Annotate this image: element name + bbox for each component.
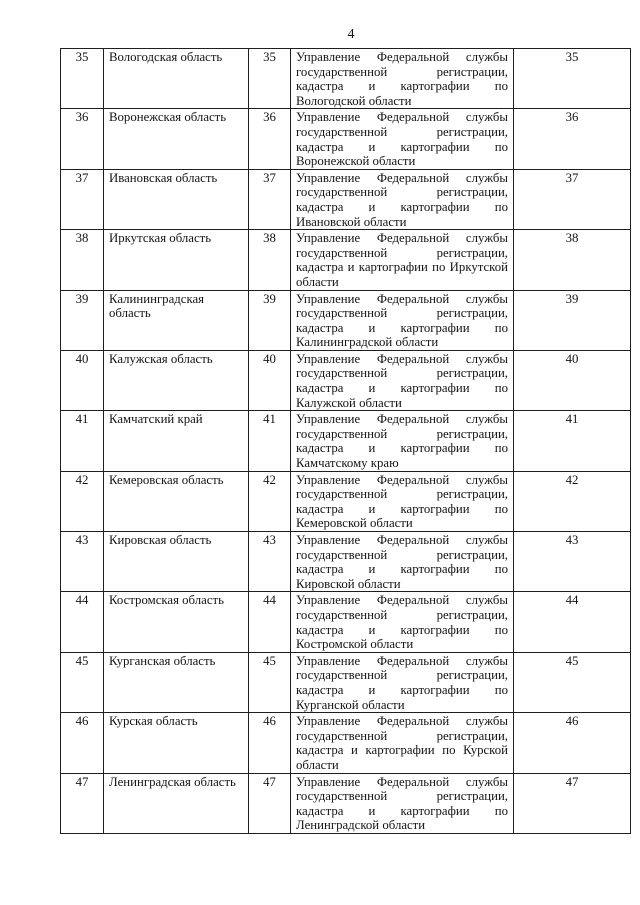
authority-name-cell: [291, 290, 514, 350]
authority-name-line: государственной регистрации,: [296, 728, 508, 743]
authority-code-cell: 39: [514, 290, 631, 350]
authority-name-cell: [291, 773, 514, 833]
authority-code-cell: 36: [514, 109, 631, 169]
table-row: [61, 713, 631, 773]
authority-name-cell: [291, 230, 514, 290]
authority-name-line: государственной регистрации,: [296, 306, 508, 321]
table-row: [61, 532, 631, 592]
authority-name-line: Управление Федеральной службы: [296, 714, 508, 729]
table-row: [61, 290, 631, 350]
authority-code-cell: 41: [514, 411, 631, 471]
region-name-cell: Калужская область: [104, 350, 249, 410]
authority-code-cell: 43: [514, 532, 631, 592]
region-name-cell: Вологодская область: [104, 49, 249, 109]
row-number-cell: 47: [61, 773, 104, 833]
authority-code-cell: 35: [514, 49, 631, 109]
region-name-cell: Курганская область: [104, 652, 249, 712]
row-number-cell: 46: [61, 713, 104, 773]
region-name-cell: Курская область: [104, 713, 249, 773]
row-number-cell: 38: [61, 230, 104, 290]
authority-name-cell: [291, 652, 514, 712]
table-row: [61, 109, 631, 169]
authority-name-line: кадастра и картографии по: [296, 622, 508, 637]
region-code-cell: 43: [249, 532, 291, 592]
region-code-cell: 40: [249, 350, 291, 410]
region-code-cell: 42: [249, 471, 291, 531]
authority-name-line: области: [296, 757, 339, 772]
table-body: [61, 49, 631, 834]
authority-name-line: Ленинградской области: [296, 818, 426, 833]
table-row: [61, 471, 631, 531]
authority-name-line: государственной регистрации,: [296, 366, 508, 381]
authority-name-line: кадастра и картографии по Курской: [296, 743, 508, 758]
authority-name-line: Камчатскому краю: [296, 456, 399, 471]
row-number-cell: 41: [61, 411, 104, 471]
authority-name-line: Воронежской области: [296, 154, 416, 169]
region-name-cell: Воронежская область: [104, 109, 249, 169]
authority-name-line: кадастра и картографии по: [296, 682, 508, 697]
authority-name-line: области: [296, 274, 339, 289]
authority-name-cell: [291, 350, 514, 410]
authority-name-line: Управление Федеральной службы: [296, 472, 508, 487]
authority-name-line: Костромской области: [296, 637, 414, 652]
authority-name-line: государственной регистрации,: [296, 245, 508, 260]
authority-name-line: Управление Федеральной службы: [296, 412, 508, 427]
row-number-cell: 36: [61, 109, 104, 169]
authority-name-line: Управление Федеральной службы: [296, 231, 508, 246]
table-row: [61, 350, 631, 410]
authority-name-line: Ивановской области: [296, 214, 407, 229]
authority-code-cell: 47: [514, 773, 631, 833]
table-row: [61, 773, 631, 833]
region-name-cell: Ленинградская область: [104, 773, 249, 833]
authority-name-line: государственной регистрации,: [296, 607, 508, 622]
table-row: [61, 652, 631, 712]
authority-name-cell: [291, 471, 514, 531]
authority-name-line: государственной регистрации,: [296, 789, 508, 804]
authority-name-line: Кировской области: [296, 576, 401, 591]
table-row: [61, 592, 631, 652]
authority-name-cell: [291, 49, 514, 109]
row-number-cell: 44: [61, 592, 104, 652]
regions-table: [60, 48, 631, 834]
page-number: 4: [347, 27, 355, 42]
authority-name-line: Калининградской области: [296, 335, 439, 350]
region-code-cell: 45: [249, 652, 291, 712]
region-code-cell: 44: [249, 592, 291, 652]
authority-name-line: государственной регистрации,: [296, 64, 508, 79]
row-number-cell: 39: [61, 290, 104, 350]
authority-name-line: кадастра и картографии по Иркутской: [296, 260, 508, 275]
region-name-cell: Кемеровская область: [104, 471, 249, 531]
authority-name-cell: [291, 532, 514, 592]
table-row: [61, 169, 631, 229]
authority-name-line: государственной регистрации,: [296, 668, 508, 683]
authority-name-line: Управление Федеральной службы: [296, 653, 508, 668]
table-row: [61, 230, 631, 290]
row-number-cell: 35: [61, 49, 104, 109]
region-code-cell: 37: [249, 169, 291, 229]
authority-code-cell: 46: [514, 713, 631, 773]
authority-name-line: государственной регистрации,: [296, 547, 508, 562]
authority-name-cell: [291, 592, 514, 652]
region-name-cell: Иркутская область: [104, 230, 249, 290]
authority-name-line: Калужской области: [296, 395, 402, 410]
authority-name-line: Управление Федеральной службы: [296, 593, 508, 608]
row-number-cell: 43: [61, 532, 104, 592]
region-code-cell: 36: [249, 109, 291, 169]
region-code-cell: 38: [249, 230, 291, 290]
authority-name-line: кадастра и картографии по: [296, 501, 508, 516]
authority-code-cell: 42: [514, 471, 631, 531]
row-number-cell: 42: [61, 471, 104, 531]
authority-code-cell: 44: [514, 592, 631, 652]
region-name-cell: Костромская область: [104, 592, 249, 652]
row-number-cell: 37: [61, 169, 104, 229]
authority-name-line: Управление Федеральной службы: [296, 291, 508, 306]
authority-name-cell: [291, 109, 514, 169]
authority-name-line: кадастра и картографии по: [296, 562, 508, 577]
region-code-cell: 39: [249, 290, 291, 350]
region-name-cell: Калининградская область: [104, 290, 249, 350]
authority-name-line: кадастра и картографии по: [296, 320, 508, 335]
authority-name-line: Курганской области: [296, 697, 405, 712]
authority-name-cell: [291, 411, 514, 471]
region-code-cell: 35: [249, 49, 291, 109]
authority-code-cell: 40: [514, 350, 631, 410]
authority-name-line: Управление Федеральной службы: [296, 110, 508, 125]
authority-name-line: государственной регистрации,: [296, 426, 508, 441]
authority-name-line: Управление Федеральной службы: [296, 50, 508, 64]
table-row: [61, 411, 631, 471]
authority-name-line: Управление Федеральной службы: [296, 774, 508, 789]
row-number-cell: 40: [61, 350, 104, 410]
authority-name-line: кадастра и картографии по: [296, 199, 508, 214]
authority-name-line: кадастра и картографии по: [296, 803, 508, 818]
authority-name-line: кадастра и картографии по: [296, 79, 508, 94]
authority-name-line: Управление Федеральной службы: [296, 533, 508, 547]
region-code-cell: 41: [249, 411, 291, 471]
authority-name-line: государственной регистрации,: [296, 124, 508, 139]
authority-name-line: Управление Федеральной службы: [296, 170, 508, 185]
authority-name-line: Управление Федеральной службы: [296, 351, 508, 366]
region-code-cell: 46: [249, 713, 291, 773]
authority-name-line: Вологодской области: [296, 93, 412, 108]
table-row: [61, 49, 631, 109]
authority-name-line: Кемеровской области: [296, 516, 413, 531]
authority-code-cell: 38: [514, 230, 631, 290]
region-name-cell: Кировская область: [104, 532, 249, 592]
region-code-cell: 47: [249, 773, 291, 833]
authority-code-cell: 37: [514, 169, 631, 229]
region-name-cell: Ивановская область: [104, 169, 249, 229]
authority-name-cell: [291, 713, 514, 773]
authority-name-line: государственной регистрации,: [296, 185, 508, 200]
row-number-cell: 45: [61, 652, 104, 712]
authority-name-line: государственной регистрации,: [296, 487, 508, 502]
authority-code-cell: 45: [514, 652, 631, 712]
authority-name-cell: [291, 169, 514, 229]
authority-name-line: кадастра и картографии по: [296, 441, 508, 456]
region-name-cell: Камчатский край: [104, 411, 249, 471]
authority-name-line: кадастра и картографии по: [296, 139, 508, 154]
authority-name-line: кадастра и картографии по: [296, 381, 508, 396]
